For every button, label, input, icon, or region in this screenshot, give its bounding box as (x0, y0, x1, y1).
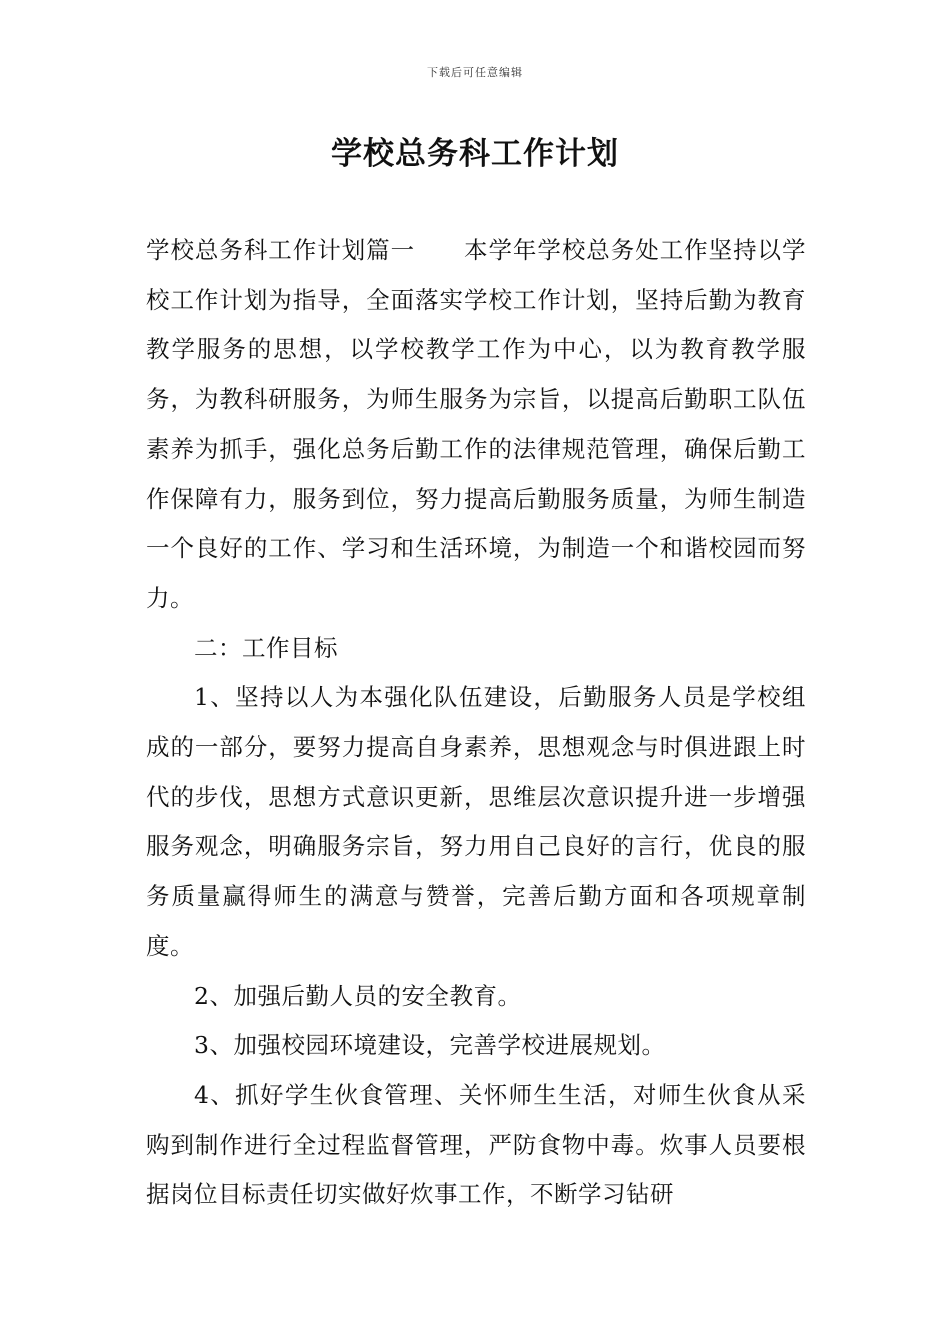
document-title: 学校总务科工作计划 (331, 136, 619, 172)
paragraph-item-4: 4、抓好学生伙食管理、关怀师生生活，对师生伙食从采购到制作进行全过程监督管理，严防食物中毒。炊事人员要根据岗位目标责任切实做好炊事工作，不断学习钻研 (146, 1080, 806, 1209)
paragraph-item-3: 3、加强校园环境建设，完善学校进展规划。 (194, 1031, 666, 1060)
header-note: 下载后可任意编辑 (427, 66, 523, 79)
paragraph-item-2: 2、加强后勤人员的安全教育。 (194, 981, 522, 1010)
document-body (146, 226, 806, 1220)
paragraph-intro: 学校总务科工作计划篇一 本学年学校总务处工作坚持以学校工作计划为指导，全面落实学校工作计划，坚持后勤为教育教学服务的思想，以学校教学工作为中心，以为教育教学服务，为教科研服务，为师生服务为宗旨，以提高后勤职工队伍素养为抓手，强化总务后勤工作的法律规范管理，确保后勤工作保障有力，服务到位，努力提高后勤服务质量，为师生制造一个良好的工作、学习和生活环境，为制造一个和谐校园而努力。 (146, 236, 806, 612)
paragraph-section-heading: 二：工作目标 (194, 633, 338, 662)
paragraph-item-1: 1、坚持以人为本强化队伍建设，后勤服务人员是学校组成的一部分，要努力提高自身素养，思想观念与时俱进跟上时代的步伐，思想方式意识更新，思维层次意识提升进一步增强服务观念，明确服务宗旨，努力用自己良好的言行，优良的服务质量赢得师生的满意与赞誉，完善后勤方面和各项规章制度。 (146, 683, 806, 960)
